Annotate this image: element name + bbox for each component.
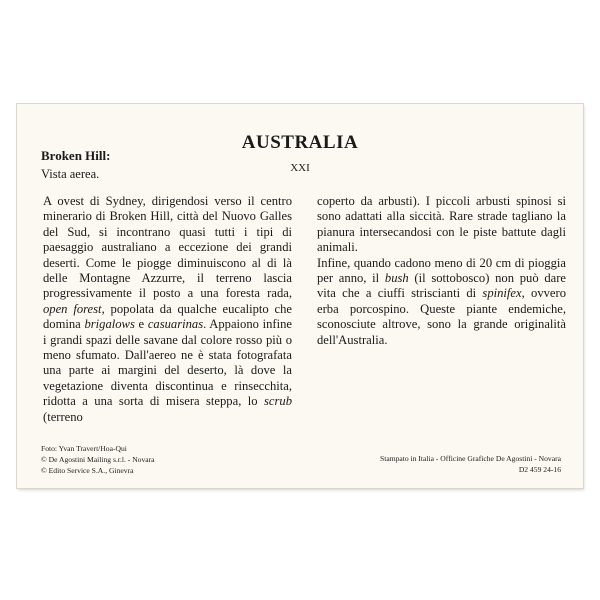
paragraph-right-1: coperto da arbusti). I piccoli arbusti spinosi si sono adattati alla siccità. Rare strade tagliano la pianura intersecandosi con le piste battute dagli animali.: [317, 194, 566, 255]
printer-line: Stampato in Italia - Officine Grafiche De Agostini - Novara: [380, 454, 561, 463]
paragraph-left: A ovest di Sydney, dirigendosi verso il centro minerario di Broken Hill, città del Nuovo Galles del Sud, si incontrano quasi tutti i tipi di paesaggio australiano a eccezione dei grandi deserti. Come le piogge diminuiscono al di là delle Montagne Azzurre, il terreno lascia progressivamente il posto a una foresta rada, open forest, popolata da qualche eucalipto che domina brigalows e casuarinas. Appaiono infine i grandi spazi delle savane dal colore rosso più o meno sfumato. Dall'aereo ne è stata fotografata una parte ai margini del deserto, là dove la vegetazione diventa discontinua e rinsecchita, ridotta a una sorta di misera steppa, lo scrub (terreno: [43, 194, 292, 424]
text-column-left: [43, 194, 292, 425]
credit-line: Foto: Yvan Travert/Hoa-Qui: [41, 444, 127, 453]
printer-info: [380, 453, 561, 475]
postcard-back: [17, 104, 583, 488]
paragraph-right-2: Infine, quando cadono meno di 20 cm di pioggia per anno, il bush (il sottobosco) non può dare vita che a ciuffi striscianti di spinifex, ovvero erba porcospino. Queste piante endemiche, sconosciute altrove, sono la grande originalità dell'Australia.: [317, 255, 567, 347]
card-title: AUSTRALIA: [241, 132, 359, 153]
printer-code: D2 459 24-16: [518, 465, 561, 474]
photo-credits: [41, 443, 155, 476]
card-subject: Broken Hill:: [41, 148, 111, 163]
text-column-right: [317, 194, 566, 348]
card-number: XXI: [290, 162, 310, 174]
credit-line: © Edito Service S.A., Ginevra: [41, 466, 134, 475]
card-subtitle: Vista aerea.: [41, 167, 100, 181]
credit-line: © De Agostini Mailing s.r.l. - Novara: [41, 455, 155, 464]
